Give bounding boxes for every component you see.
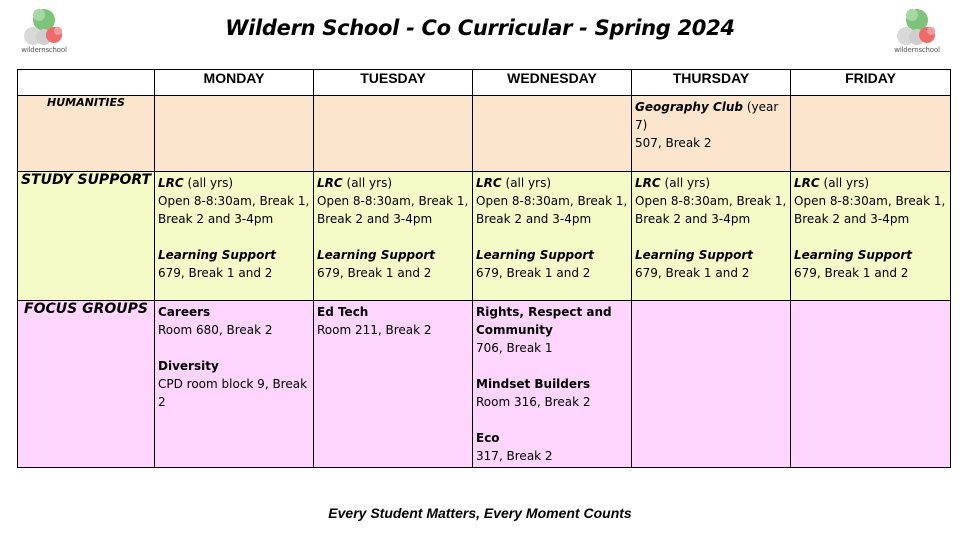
activity-entry xyxy=(158,357,310,411)
activity-entry xyxy=(794,174,947,228)
activity-name: LRC xyxy=(317,176,343,190)
tree-hands-icon xyxy=(893,6,941,48)
day-header-thursday: THURSDAY xyxy=(632,70,791,96)
activity-details: 679, Break 1 and 2 xyxy=(794,266,909,280)
activity-name: Learning Support xyxy=(476,248,595,262)
activity-heading xyxy=(158,246,310,264)
activity-name: LRC xyxy=(158,176,184,190)
activity-heading xyxy=(476,174,628,192)
activity-heading xyxy=(476,246,628,264)
activity-name: Rights, Respect and Community xyxy=(476,305,612,337)
activity-note: (all yrs) xyxy=(183,176,234,190)
activity-details: Open 8-8:30am, Break 1, Break 2 and 3-4pm xyxy=(317,194,469,226)
footer-motto: Every Student Matters, Every Moment Counts xyxy=(328,505,632,521)
activity-note: (all yrs) xyxy=(660,176,711,190)
row-study-support xyxy=(18,172,951,301)
activity-cell xyxy=(791,301,951,468)
activity-details: 679, Break 1 and 2 xyxy=(317,266,432,280)
header-row xyxy=(18,70,951,96)
activity-name: Eco xyxy=(476,431,500,445)
activity-entry xyxy=(476,375,628,411)
cell-content xyxy=(314,172,472,284)
row-humanities xyxy=(18,96,951,172)
activity-name: Learning Support xyxy=(794,248,913,262)
cell-content xyxy=(155,172,313,284)
activity-entry xyxy=(158,246,310,282)
activity-note: (all yrs) xyxy=(501,176,552,190)
row-heading: FOCUS GROUPS xyxy=(18,301,155,468)
cell-content xyxy=(155,301,313,413)
logo-brand-text: wildernschool xyxy=(21,46,67,54)
activity-note: (all yrs) xyxy=(819,176,870,190)
school-logo-right xyxy=(893,6,941,58)
activity-name: Geography Club xyxy=(635,100,744,114)
activity-details: Open 8-8:30am, Break 1, Break 2 and 3-4pm xyxy=(476,194,628,226)
activity-note: (all yrs) xyxy=(342,176,393,190)
activity-cell xyxy=(155,301,314,468)
activity-heading xyxy=(635,174,787,192)
day-header-friday: FRIDAY xyxy=(791,70,951,96)
cell-content xyxy=(632,172,790,284)
activity-heading xyxy=(794,174,947,192)
activity-details: CPD room block 9, Break 2 xyxy=(158,377,308,409)
row-heading: HUMANITIES xyxy=(18,96,155,172)
activity-entry xyxy=(317,246,469,282)
page-title: Wildern School - Co Curricular - Spring 2024 xyxy=(225,16,735,40)
activity-entry xyxy=(158,174,310,228)
activity-name: Diversity xyxy=(158,359,219,373)
cell-content xyxy=(632,96,790,154)
activity-cell xyxy=(632,96,791,172)
activity-name: LRC xyxy=(476,176,502,190)
day-header-wednesday: WEDNESDAY xyxy=(473,70,632,96)
activity-cell xyxy=(314,172,473,301)
activity-cell xyxy=(632,301,791,468)
activity-cell xyxy=(314,301,473,468)
cell-content xyxy=(314,301,472,341)
activity-heading xyxy=(476,375,628,393)
activity-entry xyxy=(476,429,628,465)
timetable xyxy=(17,69,951,468)
activity-heading xyxy=(317,246,469,264)
activity-entry xyxy=(317,303,469,339)
activity-cell xyxy=(155,96,314,172)
activity-name: Ed Tech xyxy=(317,305,369,319)
activity-name: Learning Support xyxy=(158,248,277,262)
activity-cell xyxy=(473,172,632,301)
activity-details: Open 8-8:30am, Break 1, Break 2 and 3-4pm xyxy=(635,194,787,226)
activity-heading xyxy=(635,98,787,134)
activity-entry xyxy=(476,246,628,282)
activity-details: 317, Break 2 xyxy=(476,449,553,463)
activity-details: Open 8-8:30am, Break 1, Break 2 and 3-4pm xyxy=(158,194,310,226)
activity-entry xyxy=(635,246,787,282)
cell-content xyxy=(473,172,631,284)
activity-entry xyxy=(635,174,787,228)
day-header-monday: MONDAY xyxy=(155,70,314,96)
row-heading: STUDY SUPPORT xyxy=(18,172,155,301)
activity-entry xyxy=(317,174,469,228)
activity-heading xyxy=(635,246,787,264)
activity-cell xyxy=(473,96,632,172)
activity-name: Learning Support xyxy=(317,248,436,262)
activity-cell xyxy=(791,172,951,301)
activity-cell xyxy=(314,96,473,172)
activity-entry xyxy=(476,174,628,228)
cell-content xyxy=(791,172,950,284)
activity-entry xyxy=(635,98,787,152)
activity-details: 706, Break 1 xyxy=(476,341,553,355)
activity-details: 679, Break 1 and 2 xyxy=(158,266,273,280)
logo-brand-text: wildernschool xyxy=(894,46,940,54)
activity-note: (year 7) xyxy=(635,100,779,132)
activity-details: 507, Break 2 xyxy=(635,136,712,150)
activity-heading xyxy=(158,174,310,192)
activity-cell xyxy=(791,96,951,172)
activity-name: LRC xyxy=(794,176,820,190)
corner-cell xyxy=(18,70,155,96)
activity-details: 679, Break 1 and 2 xyxy=(476,266,591,280)
activity-details: Room 211, Break 2 xyxy=(317,323,432,337)
activity-details: Open 8-8:30am, Break 1, Break 2 and 3-4pm xyxy=(794,194,946,226)
activity-cell xyxy=(473,301,632,468)
activity-heading xyxy=(158,303,310,321)
activity-heading xyxy=(476,429,628,447)
activity-name: LRC xyxy=(635,176,661,190)
activity-heading xyxy=(476,303,628,339)
activity-name: Careers xyxy=(158,305,211,319)
activity-entry xyxy=(158,303,310,339)
activity-details: Room 680, Break 2 xyxy=(158,323,273,337)
activity-heading xyxy=(794,246,947,264)
activity-heading xyxy=(317,174,469,192)
day-header-tuesday: TUESDAY xyxy=(314,70,473,96)
row-focus-groups xyxy=(18,301,951,468)
activity-details: 679, Break 1 and 2 xyxy=(635,266,750,280)
activity-heading xyxy=(317,303,469,321)
activity-details: Room 316, Break 2 xyxy=(476,395,591,409)
activity-cell xyxy=(155,172,314,301)
activity-cell xyxy=(632,172,791,301)
activity-name: Mindset Builders xyxy=(476,377,591,391)
cell-content xyxy=(473,301,631,467)
activity-name: Learning Support xyxy=(635,248,754,262)
activity-heading xyxy=(158,357,310,375)
activity-entry xyxy=(794,246,947,282)
activity-entry xyxy=(476,303,628,357)
